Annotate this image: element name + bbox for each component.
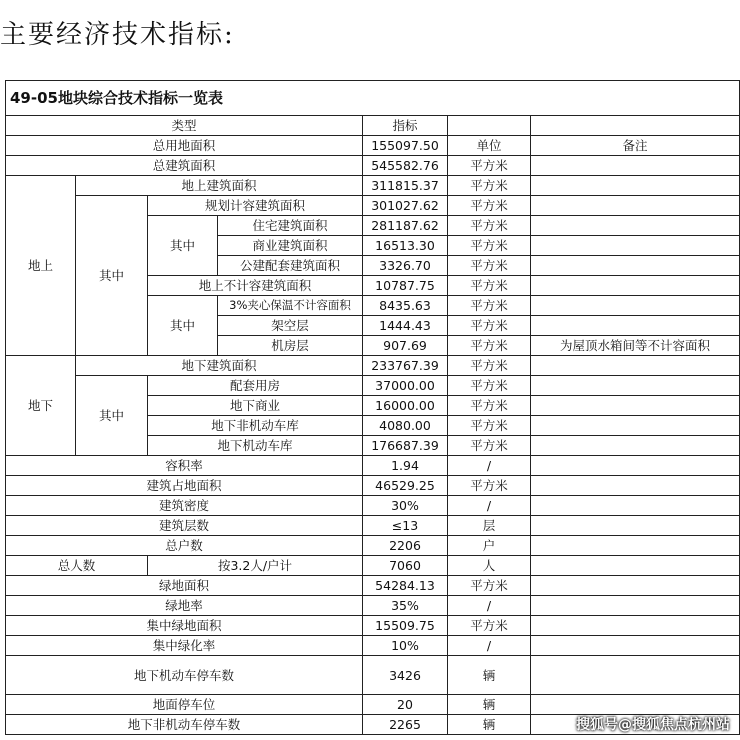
row-note: [531, 695, 740, 715]
row-note: [531, 416, 740, 436]
table-row: [6, 576, 740, 596]
row-note: 为屋顶水箱间等不计容面积: [531, 336, 740, 356]
group-above: 地上: [6, 176, 76, 356]
header-type: 类型: [6, 116, 363, 136]
row-label: 地下机动车库: [148, 436, 363, 456]
row-value: 1.94: [363, 456, 448, 476]
table-row: [6, 516, 740, 536]
row-unit: /: [448, 456, 531, 476]
row-note: [531, 256, 740, 276]
row-value: 8435.63: [363, 296, 448, 316]
row-label: 建筑占地面积: [6, 476, 363, 496]
row-note: [531, 516, 740, 536]
row-unit: 平方米: [448, 376, 531, 396]
row-unit: 平方米: [448, 576, 531, 596]
table-row: [6, 556, 740, 576]
header-note-blank: [531, 116, 740, 136]
table-row: [6, 136, 740, 156]
row-label: 地下非机动车停车数: [6, 715, 363, 735]
row-value: 16513.30: [363, 236, 448, 256]
row-unit: 平方米: [448, 356, 531, 376]
table-row: [6, 176, 740, 196]
row-note: [531, 176, 740, 196]
row-unit: 平方米: [448, 316, 531, 336]
row-value: 46529.25: [363, 476, 448, 496]
row-note: [531, 296, 740, 316]
row-value: 3326.70: [363, 256, 448, 276]
row-value: 4080.00: [363, 416, 448, 436]
row-unit: 户: [448, 536, 531, 556]
row-note: [531, 236, 740, 256]
row-unit: 平方米: [448, 156, 531, 176]
row-note: [531, 356, 740, 376]
row-unit: 平方米: [448, 276, 531, 296]
table-row: [6, 695, 740, 715]
row-value: 176687.39: [363, 436, 448, 456]
row-label: 地上不计容建筑面积: [148, 276, 363, 296]
row-value: 2265: [363, 715, 448, 735]
group-below: 地下: [6, 356, 76, 456]
row-unit: /: [448, 636, 531, 656]
row-unit: 平方米: [448, 616, 531, 636]
row-unit: 辆: [448, 715, 531, 735]
row-value: 35%: [363, 596, 448, 616]
row-unit: 平方米: [448, 196, 531, 216]
row-note: [531, 436, 740, 456]
watermark: 搜狐号@搜狐焦点杭州站: [576, 717, 730, 733]
table-row: [6, 596, 740, 616]
row-note: [531, 476, 740, 496]
row-value: 1444.43: [363, 316, 448, 336]
row-sublabel: 按3.2人/户计: [148, 556, 363, 576]
row-label: 总户数: [6, 536, 363, 556]
row-note: [531, 636, 740, 656]
subgroup-among: 其中: [148, 216, 218, 276]
page-heading: 主要经济技术指标:: [0, 20, 235, 50]
row-label: 总用地面积: [6, 136, 363, 156]
row-note: [531, 216, 740, 236]
row-value: 281187.62: [363, 216, 448, 236]
row-label: 3%夹心保温不计容面积: [218, 296, 363, 316]
row-unit: 平方米: [448, 176, 531, 196]
subgroup-among: 其中: [148, 296, 218, 356]
row-note: [531, 616, 740, 636]
table-row: [6, 156, 740, 176]
table-row: [6, 616, 740, 636]
header-value: 指标: [363, 116, 448, 136]
row-value: 545582.76: [363, 156, 448, 176]
row-note: [531, 396, 740, 416]
row-value: 15509.75: [363, 616, 448, 636]
row-unit: 平方米: [448, 236, 531, 256]
row-unit: 平方米: [448, 476, 531, 496]
row-note: [531, 576, 740, 596]
row-value: 20: [363, 695, 448, 715]
row-note: [531, 536, 740, 556]
row-value: 907.69: [363, 336, 448, 356]
row-label: 地下建筑面积: [76, 356, 363, 376]
row-unit: /: [448, 496, 531, 516]
table-row: [6, 376, 740, 396]
row-label: 地面停车位: [6, 695, 363, 715]
row-label: 地下商业: [148, 396, 363, 416]
row-label: 总人数: [6, 556, 148, 576]
row-note: [531, 156, 740, 176]
row-note: [531, 456, 740, 476]
group-among: 其中: [76, 376, 148, 456]
table-row: [6, 496, 740, 516]
row-note: [531, 376, 740, 396]
row-value: 37000.00: [363, 376, 448, 396]
row-note: [531, 496, 740, 516]
group-among: 其中: [76, 196, 148, 356]
row-label: 公建配套建筑面积: [218, 256, 363, 276]
row-value: 7060: [363, 556, 448, 576]
table-row: [6, 476, 740, 496]
row-label: 配套用房: [148, 376, 363, 396]
header-unit-blank: [448, 116, 531, 136]
row-label: 住宅建筑面积: [218, 216, 363, 236]
row-label: 容积率: [6, 456, 363, 476]
row-unit: 平方米: [448, 416, 531, 436]
row-value: ≤13: [363, 516, 448, 536]
row-value: 16000.00: [363, 396, 448, 416]
row-label: 地下机动车停车数: [6, 656, 363, 695]
table-title: 49-05地块综合技术指标一览表: [6, 81, 740, 116]
row-value: 301027.62: [363, 196, 448, 216]
row-value: 10%: [363, 636, 448, 656]
row-unit: 平方米: [448, 216, 531, 236]
row-unit: 平方米: [448, 436, 531, 456]
row-unit: 辆: [448, 656, 531, 695]
row-label: 总建筑面积: [6, 156, 363, 176]
row-label: 建筑层数: [6, 516, 363, 536]
row-value: 311815.37: [363, 176, 448, 196]
row-note: [531, 316, 740, 336]
row-value: 2206: [363, 536, 448, 556]
row-unit: 平方米: [448, 296, 531, 316]
note-header: 备注: [531, 136, 740, 156]
row-unit: 人: [448, 556, 531, 576]
unit-header: 单位: [448, 136, 531, 156]
table-row: [6, 536, 740, 556]
row-label: 绿地率: [6, 596, 363, 616]
row-note: [531, 556, 740, 576]
row-note: [531, 656, 740, 695]
row-value: 10787.75: [363, 276, 448, 296]
row-value: 155097.50: [363, 136, 448, 156]
row-value: 54284.13: [363, 576, 448, 596]
row-value: 3426: [363, 656, 448, 695]
row-label: 地上建筑面积: [76, 176, 363, 196]
row-note: [531, 596, 740, 616]
row-label: 商业建筑面积: [218, 236, 363, 256]
row-label: 架空层: [218, 316, 363, 336]
row-unit: 平方米: [448, 336, 531, 356]
table-row: [6, 196, 740, 216]
row-unit: 辆: [448, 695, 531, 715]
row-label: 绿地面积: [6, 576, 363, 596]
row-label: 集中绿地面积: [6, 616, 363, 636]
table-title-row: [6, 81, 740, 116]
row-label: 建筑密度: [6, 496, 363, 516]
row-label: 地下非机动车库: [148, 416, 363, 436]
row-unit: 平方米: [448, 256, 531, 276]
row-label: 机房层: [218, 336, 363, 356]
table-row: [6, 456, 740, 476]
row-label: 集中绿化率: [6, 636, 363, 656]
row-note: [531, 196, 740, 216]
row-value: 30%: [363, 496, 448, 516]
row-label: 规划计容建筑面积: [148, 196, 363, 216]
table-header-row: [6, 116, 740, 136]
row-unit: /: [448, 596, 531, 616]
row-value: 233767.39: [363, 356, 448, 376]
table-row: [6, 356, 740, 376]
row-note: [531, 276, 740, 296]
indicators-table: [5, 80, 740, 735]
row-unit: 平方米: [448, 396, 531, 416]
row-unit: 层: [448, 516, 531, 536]
table-row: [6, 636, 740, 656]
table-row: [6, 656, 740, 695]
